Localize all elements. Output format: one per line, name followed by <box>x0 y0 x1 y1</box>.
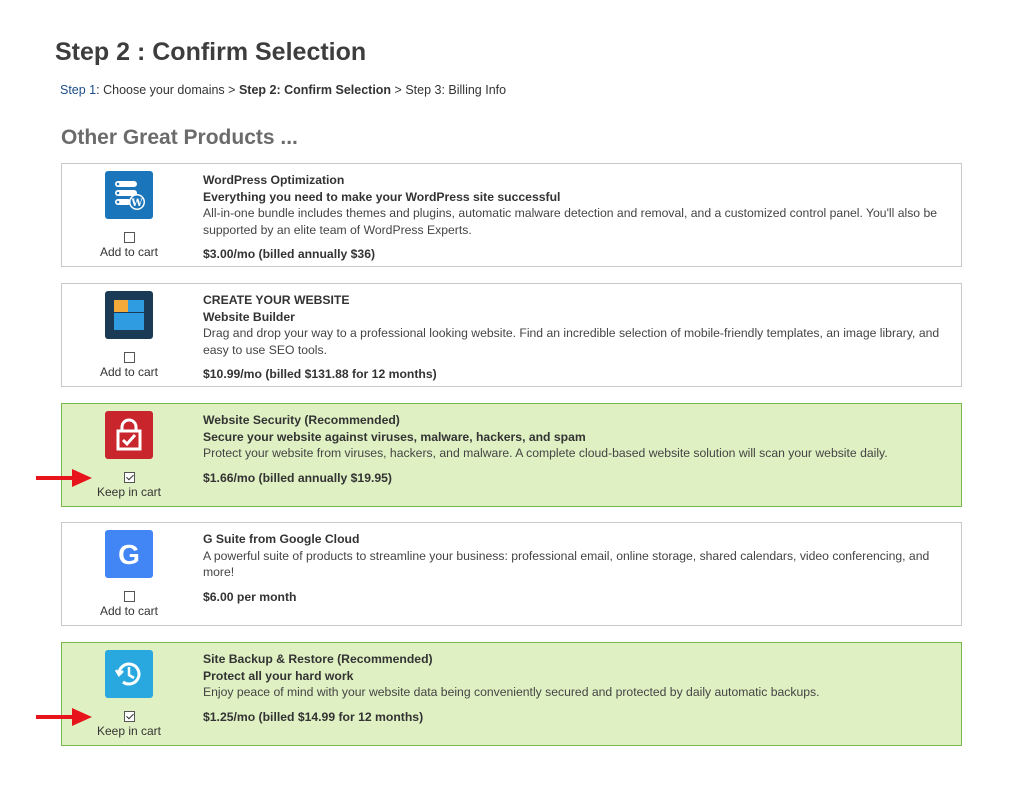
product-description: A powerful suite of products to streamline your business: professional email, online storage, shared calendars, video conferencing, and more! <box>203 548 930 579</box>
svg-text:G: G <box>118 539 140 570</box>
svg-text:W: W <box>131 198 143 209</box>
cart-checkbox[interactable] <box>124 591 135 602</box>
product-price: $10.99/mo (billed $131.88 for 12 months) <box>203 367 437 381</box>
product-tagline: Website Builder <box>203 309 295 324</box>
security-lock-icon <box>105 411 153 459</box>
breadcrumb-step3: > Step 3: Billing Info <box>394 83 507 97</box>
product-tagline: Secure your website against viruses, malware, hackers, and spam <box>203 429 586 444</box>
product-price: $3.00/mo (billed annually $36) <box>203 247 376 261</box>
cart-label[interactable]: Keep in cart <box>96 485 162 499</box>
backup-clock-icon <box>105 650 153 698</box>
product-info <box>203 172 953 263</box>
product-info <box>203 412 953 486</box>
breadcrumb-step1-text: : Choose your domains > <box>96 83 236 97</box>
product-description: Drag and drop your way to a professional looking website. Find an incredible selection of mobile-friendly templates, an image library, and easy to use SEO tools. <box>203 326 940 357</box>
cart-checkbox-checked[interactable] <box>124 472 135 483</box>
product-name: G Suite from Google Cloud <box>203 532 360 546</box>
product-card-site-backup <box>61 642 962 746</box>
product-name: WordPress Optimization <box>203 173 345 187</box>
product-info <box>203 292 953 383</box>
keep-in-cart-control <box>84 472 174 499</box>
product-card-g-suite <box>61 522 962 626</box>
add-to-cart-control <box>84 352 174 379</box>
cart-label[interactable]: Add to cart <box>99 604 159 618</box>
cart-checkbox[interactable] <box>124 352 135 363</box>
product-name: CREATE YOUR WEBSITE <box>203 293 350 307</box>
red-arrow-icon <box>36 469 92 487</box>
product-info <box>203 651 953 725</box>
breadcrumb <box>60 83 506 97</box>
product-card-wordpress <box>61 163 962 267</box>
cart-checkbox-checked[interactable] <box>124 711 135 722</box>
google-g-icon <box>105 530 153 578</box>
product-price: $1.66/mo (billed annually $19.95) <box>203 470 392 485</box>
breadcrumb-step1-link[interactable]: Step 1 <box>60 83 97 97</box>
website-builder-icon <box>105 291 153 339</box>
product-card-website-security <box>61 403 962 507</box>
add-to-cart-control <box>84 232 174 259</box>
section-title: Other Great Products ... <box>61 126 298 149</box>
cart-label[interactable]: Add to cart <box>99 245 159 259</box>
breadcrumb-step2-current: Step 2: Confirm Selection <box>238 83 392 97</box>
product-tagline: Protect all your hard work <box>203 668 354 683</box>
product-name: Site Backup & Restore (Recommended) <box>203 652 433 666</box>
cart-checkbox[interactable] <box>124 232 135 243</box>
product-description: All-in-one bundle includes themes and plugins, automatic malware detection and removal, and a customized control panel. You'll also be supported by an elite team of WordPress Experts. <box>203 206 938 237</box>
cart-label[interactable]: Add to cart <box>99 365 159 379</box>
product-description: Enjoy peace of mind with your website data being conveniently secured and protected by daily automatic backups. <box>203 685 820 699</box>
product-info <box>203 531 953 605</box>
cart-label[interactable]: Keep in cart <box>96 724 162 738</box>
add-to-cart-control <box>84 591 174 618</box>
product-name: Website Security (Recommended) <box>203 413 400 427</box>
wordpress-server-icon <box>105 171 153 219</box>
product-description: Protect your website from viruses, hackers, and malware. A complete cloud-based website solution will scan your website daily. <box>203 446 888 460</box>
product-price: $6.00 per month <box>203 589 297 604</box>
red-arrow-icon <box>36 708 92 726</box>
product-card-website-builder <box>61 283 962 387</box>
page-title: Step 2 : Confirm Selection <box>55 38 367 66</box>
product-tagline: Everything you need to make your WordPress site successful <box>203 189 561 204</box>
keep-in-cart-control <box>84 711 174 738</box>
product-price: $1.25/mo (billed $14.99 for 12 months) <box>203 709 424 724</box>
